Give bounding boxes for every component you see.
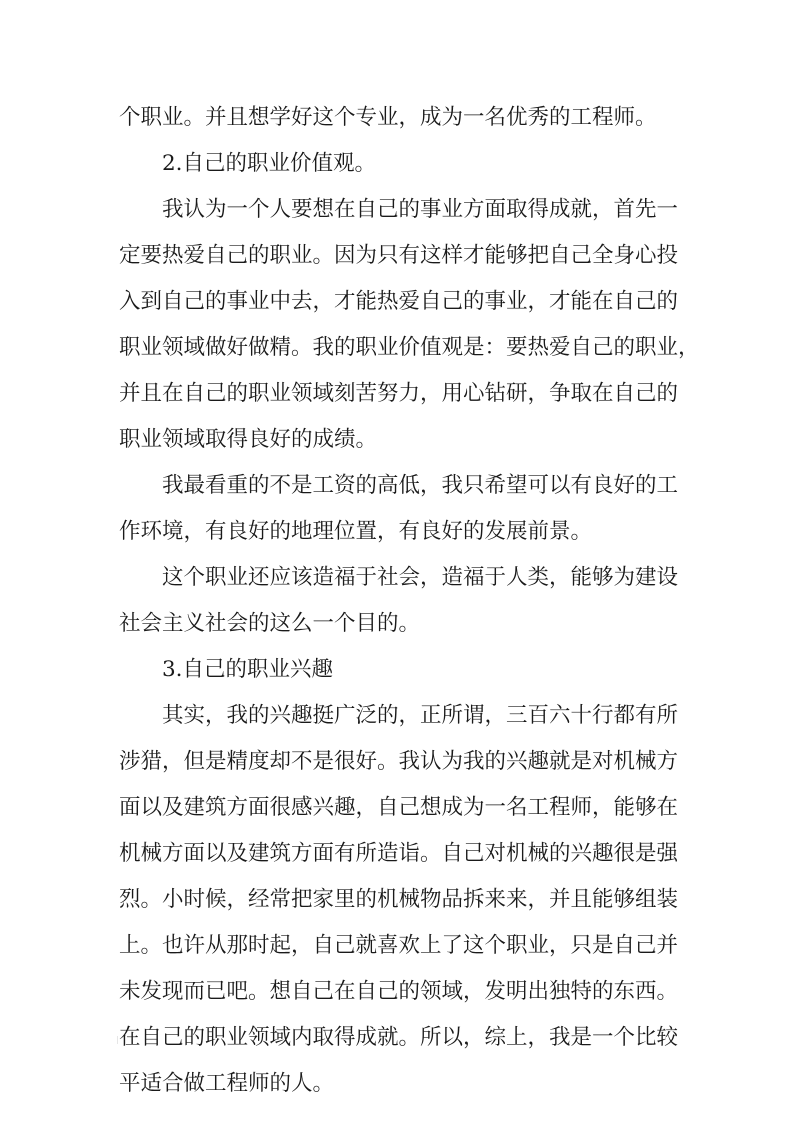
body-text [119,95,700,1107]
text-line: 我认为一个人要想在自己的事业方面取得成就，首先一 [162,197,679,222]
text-line: 入到自己的事业中去，才能热爱自己的事业，才能在自己的 [119,289,679,314]
text-line: 职业领域取得良好的成绩。 [119,427,378,452]
text-line: 机械方面以及建筑方面有所造诣。自己对机械的兴趣很是强 [119,841,679,866]
text-line: 未发现而已吧。想自己在自己的领域，发明出独特的东西。 [119,979,679,1004]
text-line: 职业领域做好做精。我的职业价值观是：要热爱自己的职业， [119,335,700,360]
text-line: 上。也许从那时起，自己就喜欢上了这个职业，只是自己并 [119,933,679,958]
text-line: 社会主义社会的这么一个目的。 [119,611,421,636]
text-line: 涉猎，但是精度却不是很好。我认为我的兴趣就是对机械方 [119,749,679,774]
text-line: 2.自己的职业价值观。 [162,151,377,176]
text-line: 这个职业还应该造福于社会，造福于人类，能够为建设 [162,565,679,590]
text-line: 3.自己的职业兴趣 [162,657,334,682]
text-line: 平适合做工程师的人。 [119,1071,335,1096]
text-line: 我最看重的不是工资的高低，我只希望可以有良好的工 [162,473,679,498]
text-line: 其实，我的兴趣挺广泛的，正所谓，三百六十行都有所 [162,703,679,728]
text-line: 在自己的职业领域内取得成就。所以，综上，我是一个比较 [119,1025,679,1050]
text-line: 定要热爱自己的职业。因为只有这样才能够把自己全身心投 [119,243,679,268]
text-line: 烈。小时候，经常把家里的机械物品拆来来，并且能够组装 [119,887,679,912]
text-line: 个职业。并且想学好这个专业，成为一名优秀的工程师。 [119,105,657,130]
page-edge-mark [117,1036,120,1044]
text-line: 面以及建筑方面很感兴趣，自己想成为一名工程师，能够在 [119,795,679,820]
text-line: 作环境，有良好的地理位置，有良好的发展前景。 [119,519,593,544]
text-line: 并且在自己的职业领域刻苦努力，用心钻研，争取在自己的 [119,381,679,406]
